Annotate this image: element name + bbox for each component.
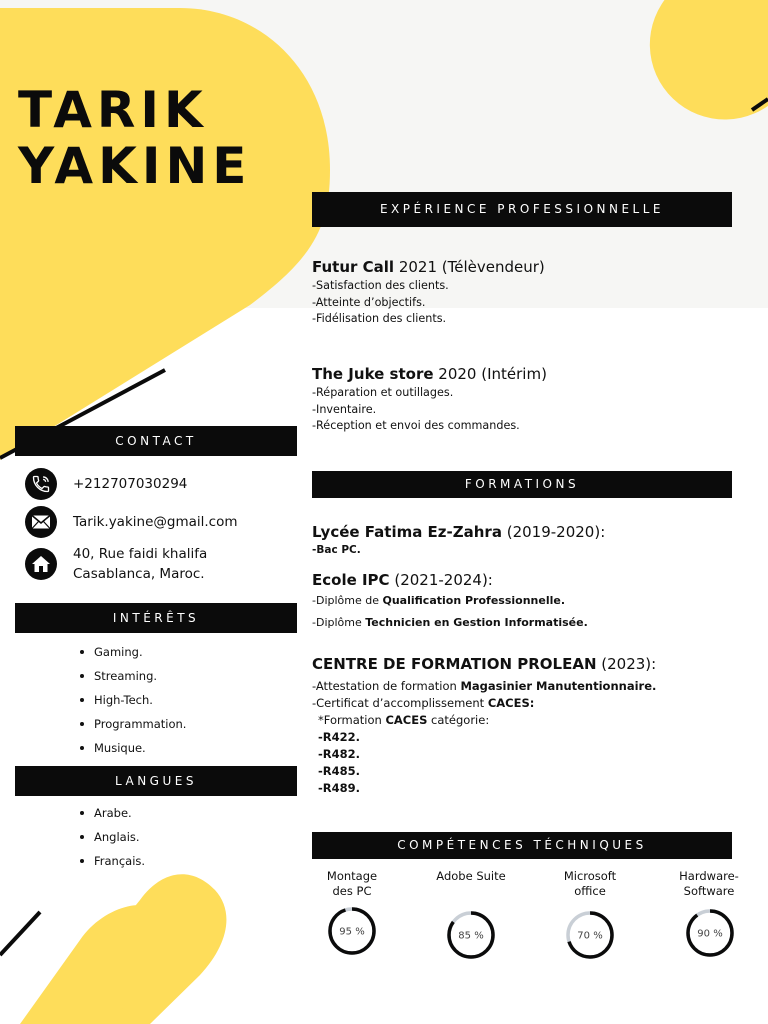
formation-period: (2023):: [596, 655, 657, 673]
skill-ring: [445, 909, 497, 961]
section-title-formations: FORMATIONS: [464, 477, 580, 491]
diploma-prefix: -Diplôme: [312, 616, 366, 629]
caces-category: -R422.: [318, 730, 361, 744]
formation-ipc: [312, 570, 752, 634]
skill-ring: [564, 909, 616, 961]
contact-email: [25, 506, 238, 538]
phone-number: +212707030294: [73, 476, 188, 492]
formation-diploma: [312, 678, 752, 695]
languages-list: [78, 801, 145, 873]
skill-label-line: office: [574, 884, 606, 898]
caces-prefix: *Formation: [318, 713, 386, 727]
diploma-title: Technicien en Gestion Informatisée.: [365, 616, 588, 629]
list-item: Gaming.: [78, 640, 186, 664]
formation-school: Ecole IPC: [312, 571, 390, 589]
formation-diploma: [312, 695, 752, 712]
address-text: [73, 544, 207, 584]
diploma-prefix: -Attestation de formation: [312, 679, 461, 693]
list-item: Arabe.: [78, 801, 145, 825]
phone-icon: [25, 468, 57, 500]
skill-item: [421, 869, 521, 901]
address-line: Casablanca, Maroc.: [73, 566, 205, 582]
diploma-prefix: -Certificat d’accomplissement: [312, 696, 488, 710]
skill-percent: 90 %: [697, 928, 723, 940]
yellow-pill-top-right: [620, 0, 768, 149]
formation-period: (2019-2020):: [501, 523, 606, 541]
diploma-title: Magasinier Manutentionnaire.: [460, 679, 657, 693]
last-name: YAKINE: [18, 137, 252, 195]
experience-line: -Satisfaction des clients.: [312, 279, 449, 292]
skill-label: [659, 869, 759, 901]
formation-diploma: -Bac PC.: [312, 544, 361, 556]
list-item: Anglais.: [78, 825, 145, 849]
black-stroke-bottom-left: [0, 912, 40, 955]
experience-line: -Inventaire.: [312, 402, 377, 416]
skill-percent: 70 %: [577, 930, 603, 942]
experience-heading: [312, 257, 732, 277]
email-address[interactable]: Tarik.yakine@gmail.com: [73, 514, 238, 530]
skill-label-line: Microsoft: [563, 869, 617, 883]
caces-suffix: catégorie:: [427, 713, 490, 727]
section-bar-contact: [15, 426, 297, 456]
list-item: Programmation.: [78, 712, 186, 736]
list-item: Streaming.: [78, 664, 186, 688]
diploma-title: CACES:: [487, 696, 535, 710]
experience-heading: [312, 364, 732, 384]
experience-line: -Fidélisation des clients.: [312, 312, 447, 325]
section-title-experience: EXPÉRIENCE PROFESSIONNELLE: [379, 202, 665, 216]
skill-percent: 95 %: [339, 926, 365, 938]
skill-ring: [684, 907, 736, 959]
skill-item: [659, 869, 759, 901]
formation-diploma: [312, 590, 752, 612]
skill-label-line: Hardware-: [679, 869, 739, 883]
formation-heading: [312, 654, 752, 674]
address-line: 40, Rue faidi khalifa: [73, 546, 208, 562]
experience-line: -Réparation et outillages.: [312, 386, 454, 399]
formation-diploma: [312, 612, 752, 634]
skill-label-line: des PC: [332, 884, 372, 898]
formation-heading: [312, 522, 752, 542]
diploma-title: Qualification Professionnelle.: [382, 594, 566, 607]
section-bar-languages: [15, 766, 297, 796]
section-title-contact: CONTACT: [115, 434, 197, 448]
experience-company: Futur Call: [312, 258, 395, 276]
first-name: TARIK: [18, 81, 208, 139]
skill-label: [302, 869, 402, 901]
section-bar-experience: [312, 192, 732, 227]
formation-lycee: [312, 522, 752, 559]
section-title-languages: LANGUES: [115, 774, 197, 788]
yellow-pill-bottom-left-base: [20, 905, 140, 1024]
skill-percent: 85 %: [458, 930, 484, 942]
skill-label-line: Montage: [326, 869, 378, 883]
experience-detail: 2021 (Télèvendeur): [394, 258, 545, 276]
skill-item: [540, 869, 640, 901]
formation-heading: [312, 570, 752, 590]
experience-detail: 2020 (Intérim): [433, 365, 547, 383]
contact-phone: [25, 468, 187, 500]
caces-line: [312, 712, 752, 729]
formation-period: (2021-2024):: [389, 571, 493, 589]
skill-label-line: Adobe Suite: [436, 869, 506, 883]
formation-school: Lycée Fatima Ez-Zahra: [312, 523, 502, 541]
yellow-blob-top-left: [0, 8, 330, 460]
experience-line: -Atteinte d’objectifs.: [312, 295, 426, 309]
skill-ring: [326, 905, 378, 957]
formation-prolean: [312, 654, 752, 797]
skill-label: [421, 869, 521, 901]
section-bar-skills: [312, 832, 732, 859]
section-title-skills: COMPÉTENCES TÉCHNIQUES: [397, 838, 647, 852]
caces-bold: CACES: [385, 713, 428, 727]
interests-list: [78, 640, 186, 760]
skill-item: [302, 869, 402, 901]
contact-address: [25, 544, 207, 584]
section-title-interests: INTÉRÊTS: [112, 611, 200, 625]
list-item: High-Tech.: [78, 688, 186, 712]
skill-label-line: Software: [683, 884, 735, 898]
experience-item: [312, 257, 732, 328]
candidate-name: [18, 82, 251, 194]
experience-item: [312, 364, 732, 435]
formation-school: CENTRE DE FORMATION PROLEAN: [312, 655, 597, 673]
home-icon: [25, 548, 57, 580]
section-bar-interests: [15, 603, 297, 633]
caces-category: -R489.: [318, 781, 361, 795]
experience-company: The Juke store: [312, 365, 434, 383]
list-item: Français.: [78, 849, 145, 873]
caces-category: -R482.: [318, 747, 361, 761]
email-icon: [25, 506, 57, 538]
caces-category: -R485.: [318, 764, 361, 778]
experience-line: -Réception et envoi des commandes.: [312, 419, 520, 432]
list-item: Musique.: [78, 736, 186, 760]
section-bar-formations: [312, 471, 732, 498]
diploma-prefix: -Diplôme de: [312, 594, 383, 607]
skill-label: [540, 869, 640, 901]
